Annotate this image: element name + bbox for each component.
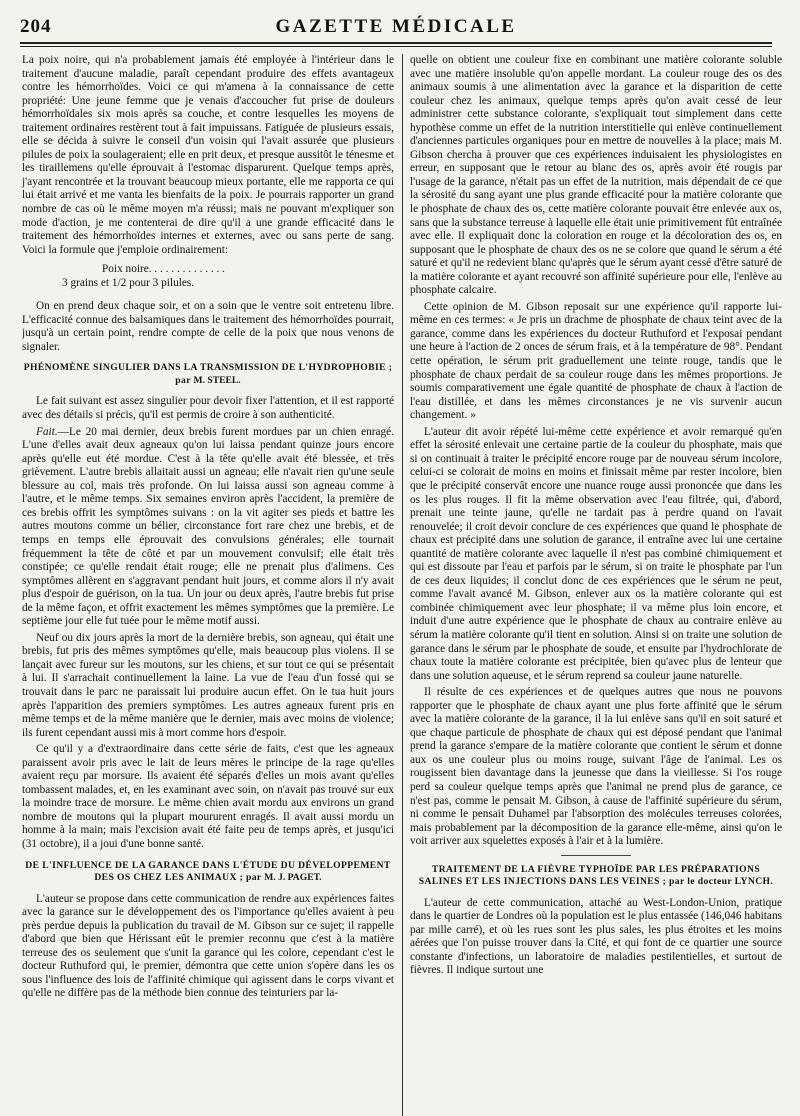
paragraph-auteur-repete: L'auteur dit avoir répété lui-même cette expérience et avoir remarqué qu'en effet la sérosité enlevait une certaine partie de la couleur du phosphate, mais que si on continuait à traiter le précipité encore rouge par de nouveau sérum incolore, celui-ci se colorait de moins en moins et finissait même par rester incolore, bien que le précipité conservât encore une nuance rouge aussi prononcée que dans les os les plus rouges. Il fit la même observation avec l'eau filtrée, qui, d'abord, prenait une teinte jaune, qu'elle ne tardait pas à perdre quand on l'avait renouvelée; il croit devoir conclure de ces expériences que quand le phosphate de chaux est précipité dans une solution de garance, il entraîne avec lui une certaine quantité de matière colorante avec laquelle il n'est pas combiné chimiquement et qui est dissoute par l'eau et parfois par le sérum, si on traite le phosphate par l'un de ces deux liquides; il conclut donc de ces expériences que le sérum ne peut, comme l'avait avancé M. Gibson, enlever aux os la matière colorante qui est combinée chimiquement avec leur phosphate; il va même plus loin encore, et induit d'une autre expérience que le phosphate de chaux au contraire enlève au sérum la matière colorante qu'il tient en solution. Ainsi si on traite une solution de garance dans le sérum par le phosphate de soude, et ensuite par l'hydrochlorate de chaux toute la matière colorante est précipitée, bien qu'avec plus de lenteur que dans une solution aqueuse, et le sérum reprend sa couleur jaune naturelle. xyxy=(410,425,782,682)
heading-title: DE L'INFLUENCE DE LA GARANCE DANS L'ÉTUDE DU DÉVELOPPEMENT DES OS CHEZ LES ANIMAUX ; par xyxy=(25,859,391,884)
formula-dose: 3 grains et 1/2 pour 3 pilules. xyxy=(62,276,195,289)
paragraph-garance-intro: L'auteur se propose dans cette communication de rendre aux expériences faites avec la garance sur le développement des os l'importance qu'elles avaient à peu près perdue depuis la publication du travail de M. Gibson sur ce sujet; il rappelle d'abord que bien que Hérissant eût le premier reconnu que c'est à la matière terreuse des os seulement que s'unit la garance qui les colore, cependant c'est le docteur Ruthuford qui, le premier, démontra que cette union s'opère dans les os sous l'influence des lois de l'affinité chimique qui agissent dans le corps vivant et qu'elle ne diffère pas de la méthode bien connue des teinturiers par la- xyxy=(22,892,394,1000)
paragraph-usage: On en prend deux chaque soir, et on a soin que le ventre soit entretenu libre. L'efficacité connue des balsamiques dans le traitement des hémorrhoïdes pourrait, jusqu'à un certain point, rendre compte de celle de la poix que nous venons de signaler. xyxy=(22,300,394,353)
section-heading-fievre-typhoide: TRAITEMENT DE LA FIÈVRE TYPHOÏDE PAR LES PRÉPARATIONS SALINES ET LES INJECTIONS DANS LES VEINES ; par le docteur LYNCH. xyxy=(418,863,774,888)
section-heading-hydrophobie xyxy=(22,362,394,387)
right-column xyxy=(410,54,782,1116)
paragraph-garance-cont: quelle on obtient une couleur fixe en combinant une matière colorante soluble avec une matière insoluble qu'on appelle mordant. La couleur rouge des os des animaux soumis à une alimentation avec la garance et la disparition de cette couleur chez les animaux, quelque temps après qu'on avait cessé de leur administrer cette substance colorante, s'expliquait tout simplement dans cette hypothèse comme un effet de la nutrition interstitielle qui enlève continuellement d'anciennes particules organiques pour en mettre de nouvelles à la place; mais M. Gibson chercha à prouver que ces expériences induisaient les physiologistes en erreur, en supposant que le retour au blanc des os, après avoir été rougis par l'usage de la garance, n'était pas un effet de la nutrition, mais dépendait de ce que la sérosité du sang ayant une plus grande efficacité pour la matière colorante que le phosphate de chaux des os, cette matière colorante pouvait être enlevée aux os, sans que la substance terreuse à laquelle elle était unie primitivement fût entraînée avec elle. Il expliquait donc la coloration en rouge et la décoloration des os, en supposant que le phosphate de chaux des os ne se colore que quand le sérum a été saturé et qu'il ne redevient blanc qu'après que le sérum ayant cessé d'être saturé de la matière colorante et ayant recouvré son affinité supérieure pour elle, l'enlève au phosphate calcaire. xyxy=(410,54,782,297)
paragraph-fait xyxy=(22,426,394,629)
header-rule xyxy=(20,42,772,44)
paragraph-resultats: Il résulte de ces expériences et de quelques autres que nous ne pouvons rapporter que le phosphate de chaux ayant une plus forte affinité que le sérum avec la matière colorante de la garance, il la lui enlève sans qu'il en soit saturé et que chaque particule de phosphate de chaux qui est déposé pendant que l'animal prend la garance s'empare de la matière colorante que contient le sérum et donne aux os une couleur plus ou moins rouge, suivant l'âge de l'animal. Les os rougissent bien davantage dans la jeunesse que dans la vieillesse. Si l'os rouge perd sa couleur quelque temps après que l'animal ne prend plus de garance, ce n'est pas, comme le pensait M. Gibson, à cause de l'affinité supérieure du sérum, ni comme le pensait Duhamel par l'absorption des molécules terreuses colorées, mais probablement par la décomposition de la garance elle-même, ainsi qu'on le voit arriver aux squelettes exposés à l'air et à la lumière. xyxy=(410,686,782,848)
paragraph-lynch: L'auteur de cette communication, attaché au West-London-Union, pratique dans le quartier de Londres où la population est le plus entassée (146,046 habitans par mille carré), et où les rues sont les plus sales, les plus étroites et les moins aérées que l'on puisse trouver dans la Cité, et qui font de ce quartier une source constante d'infections, un laboratoire de maladies pestilentielles, et surtout de fièvres. Il indique surtout une xyxy=(410,896,782,977)
section-heading-garance xyxy=(22,860,394,885)
fait-text: —Le 20 mai dernier, deux brebis furent mordues par un chien enragé. L'une d'elles avait deux agneaux qu'on lui laissa pendant quinze jours encore après qu'elle eut été mordue. C'est à la tête qu'elle avait été blessée, et très grièvement. L'autre brebis allaitait aussi un agneau; elle n'avait rien qu'une seule blessure au col, mais très profonde. On lui laissa aussi son agneau comme à l'autre, et le même temps. Six semaines environ après l'accident, la première de ces brebis offrit les symptômes suivans : on la vit agiter ses pieds et battre les autres moutons comme un bélier, circonstance fort rare chez une brebis, et de temps en temps elle éprouvait des convulsions générales; elle tournait fréquemment la tête de côté et par un mouvement convulsif; elle était très constipée; ce qu'elle rendait était rouge; elle ne prenait plus d'alimens. Ces symptômes allèrent en s'aggravant pendant huit jours, et comme alors il n'y avait plus d'espoir de guérison, on la tua. Un jour ou deux après, l'autre brebis fut prise de la même façon, et offrit exactement les mêmes symptômes que la première. Le septième jour elle fut tuée pour le même motif aussi. xyxy=(22,425,394,628)
header-rule-thin xyxy=(20,46,772,47)
paragraph-extraordinaire: Ce qu'il y a d'extraordinaire dans cette série de faits, c'est que les agneaux paraissent avoir pris avec le lait de leurs mères le principe de la rage qu'elles avaient reçu par morsure. Ils avaient été séparés d'elles un mois avant qu'elles tombassent malades, et, en les examinant avec soin, on n'avait pas trouvé sur eux la moindre trace de morsure. Le même chien avait mordu aux environs un grand nombre de moutons qui la plupart moururent enragés. Il avait aussi mordu un homme à la main; mais l'excision avait été faite peu de temps après, et jusqu'ici (31 octobre), il a joui d'une bonne santé. xyxy=(22,743,394,850)
page-header xyxy=(20,8,772,38)
paragraph-gibson-experience: Cette opinion de M. Gibson reposait sur une expérience qu'il rapporte lui-même en ces termes: « Je pris un drachme de phosphate de chaux teint avec de la garance, comme dans les expériences du docteur Ruthuford et l'exposai pendant une heure à l'action de 2 onces de sérum frais, et à la température de 98°. Pendant cette opération, le sérum prit graduellement une teinte rouge, tandis que le phosphate de chaux perdait de sa couleur rouge dans les mêmes proportions. Je soumis comparativement une égale quantité de phosphate de chaux à l'action de l'eau distillée, et dans les mêmes circonstances je ne vis survenir aucun changement. » xyxy=(410,300,782,422)
formula-ingredient: Poix noire. . . . . . . . . . . . . . xyxy=(102,263,226,276)
heading-author: M. J. PAGET. xyxy=(264,872,322,884)
heading-title: PHÉNOMÈNE SINGULIER DANS LA TRANSMISSION DE L'HYDROPHOBIE ; par xyxy=(23,362,393,386)
paragraph-intro-fait: Le fait suivant est assez singulier pour devoir fixer l'attention, et il est rapporté avec des détails si précis, qu'il est permis de croire à son authenticité. xyxy=(22,395,394,422)
left-column xyxy=(22,54,394,1116)
formula-line xyxy=(22,263,394,290)
section-separator xyxy=(561,855,631,856)
paragraph-poix-noire: La poix noire, qui n'a probablement jamais été employée à l'intérieur dans le traitement d'aucune maladie, paraît cependant produire des effets avantageux contre les hémorrhoïdes. Voici ce qui m'amena à la connaissance de cette propriété: Une jeune femme que je venais d'accoucher fut prise de douleurs hémorrhoïdales six mois après sa couche, et contre lesquelles les moyens de traitement ordinaires restèrent tout à fait impuissans. Fatiguée de plusieurs essais, elle se décida à suivre le conseil d'un voisin qui l'avait assurée que plusieurs pilules de poix la soulageraient; elle en prit deux, et presque aussitôt le ténesme et les tiraillemens qu'elle éprouvait à l'estomac disparurent. Quelque temps après, j'ayant rencontrée et la trouvant beaucoup mieux portante, elle me rapporta ce qui lui était arrivé et me vanta les bienfaits de la poix. Je pourrais rapporter un grand nombre de cas où le même moyen m'a réussi; mais ne pouvant m'expliquer son mode d'action, je me contenterai de dire qu'il a une grande efficacité dans le traitement des hémorrhoïdes internes et externes, avec ou sans perte de sang. Voici la formule que j'emploie ordinairement: xyxy=(22,54,394,256)
fait-label: Fait. xyxy=(36,425,58,438)
running-title: GAZETTE MÉDICALE xyxy=(275,16,517,37)
page-number: 204 xyxy=(20,16,52,37)
column-divider xyxy=(402,54,403,1116)
heading-author: M. STEEL. xyxy=(193,374,241,386)
paragraph-agneau: Neuf ou dix jours après la mort de la dernière brebis, son agneau, qui était une brebis, fut pris des mêmes symptômes qu'elle, mais beaucoup plus violens. Il se lançait avec fureur sur les moutons, sur les chiens, et sur tout ce qui se présentait à lui. Il s'arrachait continuellement la laine. La vue de l'eau d'un fossé qui se trouvait dans le parc ne paraissait lui produire aucun effet. On le tua huit jours après l'apparition des premiers symptômes. Les autres agneaux furent pris en même temps et de la même manière que le dernier, mais avec moins de violence; ils furent cependant aussi mis à mort comme hors d'espoir. xyxy=(22,631,394,739)
